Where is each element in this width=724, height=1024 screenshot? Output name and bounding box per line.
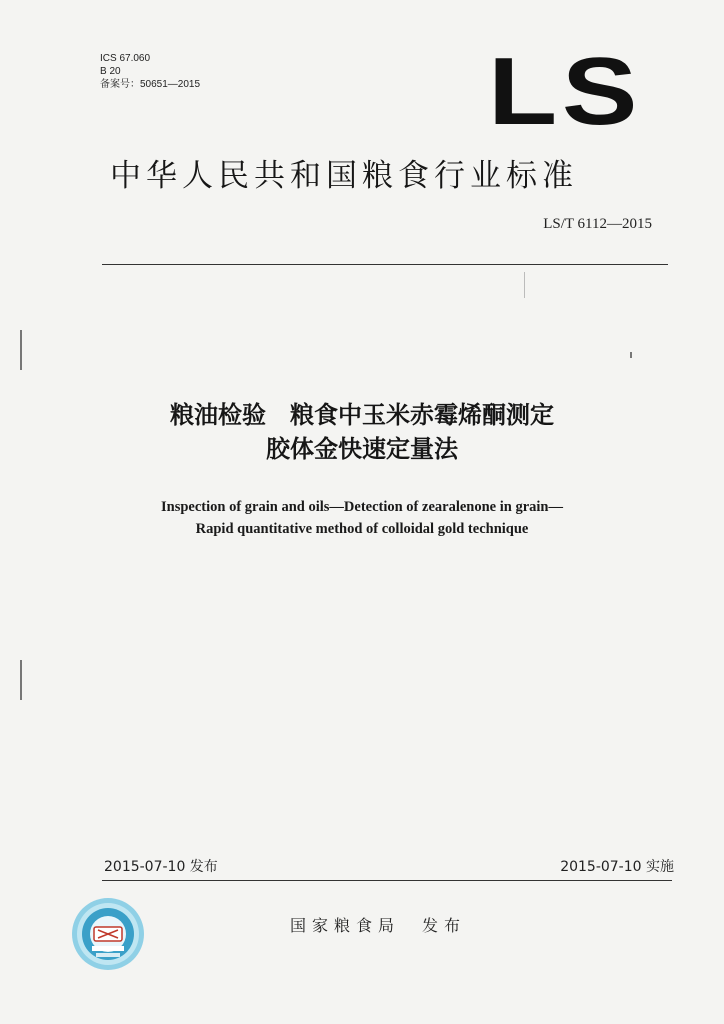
issue-date: 2015-07-10 发布: [104, 859, 218, 875]
scan-mark: [20, 660, 22, 700]
scan-mark: [524, 272, 525, 298]
ics-code: ICS 67.060: [100, 53, 151, 64]
anti-counterfeit-seal-icon: [70, 896, 146, 972]
english-title-line1: Inspection of grain and oils—Detection of zearalenone in grain—: [161, 499, 563, 515]
chinese-title-line2: 胶体金快速定量法: [266, 435, 458, 463]
top-divider: [102, 264, 668, 265]
filing-number: 备案号：50651—2015: [100, 79, 201, 90]
scan-mark: [20, 330, 22, 370]
publisher: 国家粮食局 发布: [290, 916, 467, 935]
english-title-line2: Rapid quantitative method of colloidal gold technique: [195, 521, 529, 537]
ccs-code: B 20: [100, 66, 121, 77]
scan-mark: [630, 352, 632, 358]
standard-category-title: 中华人民共和国粮食行业标准: [110, 158, 578, 194]
ls-logo: LS: [488, 38, 643, 145]
chinese-title: [0, 398, 724, 466]
bottom-divider: [102, 880, 672, 881]
english-title: [0, 496, 724, 540]
chinese-title-line1: 粮油检验 粮食中玉米赤霉烯酮测定: [170, 401, 554, 429]
implementation-date: 2015-07-10 实施: [560, 859, 674, 875]
classification-codes: [100, 52, 200, 91]
standard-number: LS/T 6112—2015: [543, 216, 652, 232]
